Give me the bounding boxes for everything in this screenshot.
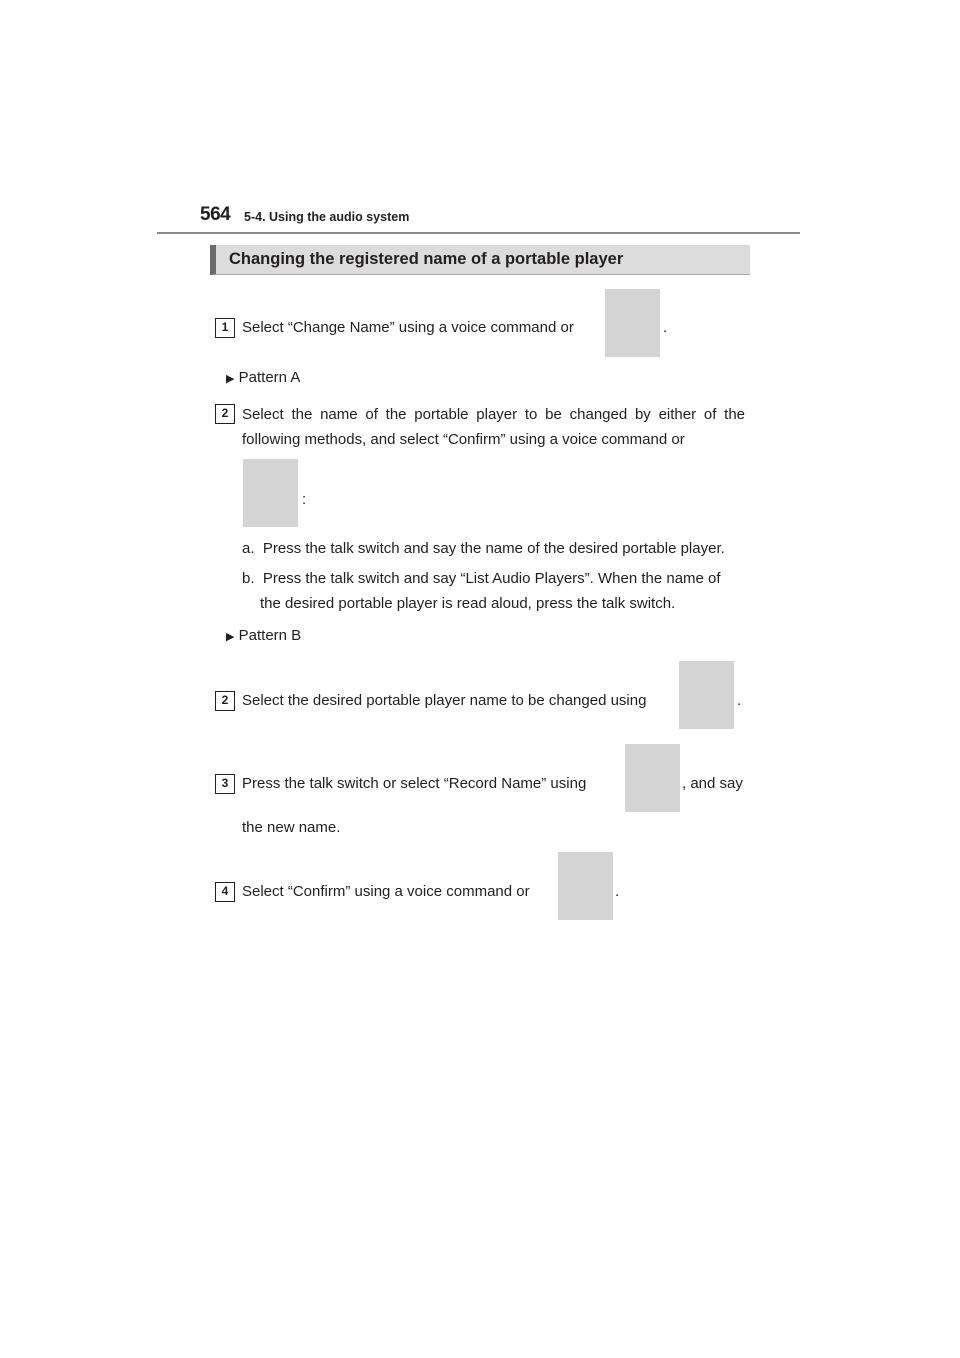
step-1-text: Select “Change Name” using a voice command or xyxy=(242,319,574,336)
step-3-text-after: , and say xyxy=(682,775,743,792)
section-label: 5-4. Using the audio system xyxy=(244,210,410,224)
method-a-marker: a. xyxy=(242,540,255,557)
method-a-text: Press the talk switch and say the name of the desired portable player. xyxy=(262,540,725,557)
step-badge-4: 4 xyxy=(215,882,235,902)
triangle-arrow-icon: ▶ xyxy=(226,373,235,385)
step-badge-3: 3 xyxy=(215,774,235,794)
step-3-text: Press the talk switch or select “Record Name” using xyxy=(242,775,587,792)
page-number: 564 xyxy=(200,204,231,225)
step-badge-2b: 2 xyxy=(215,691,235,711)
step-3-text-line2: the new name. xyxy=(242,819,341,836)
section-title-bar xyxy=(210,245,750,275)
method-b xyxy=(242,567,721,591)
step-2a-colon: : xyxy=(302,491,307,508)
step-2b-period: . xyxy=(737,692,742,709)
method-b-text-continued: the desired portable player is read aloud, press the talk switch. xyxy=(260,595,676,612)
method-b-marker: b. xyxy=(242,570,255,587)
pattern-b-label: Pattern B xyxy=(238,627,302,644)
step-2b-image xyxy=(679,661,734,729)
method-a xyxy=(242,537,725,561)
triangle-arrow-icon: ▶ xyxy=(226,631,235,643)
step-2b-text: Select the desired portable player name to be changed using xyxy=(242,692,647,709)
pattern-b-heading xyxy=(226,624,301,649)
pattern-a-label: Pattern A xyxy=(238,369,301,386)
step-1-period: . xyxy=(663,319,668,336)
step-4-period: . xyxy=(615,883,620,900)
step-2a-image xyxy=(243,459,298,527)
step-3-image xyxy=(625,744,680,812)
step-2a-text: Select the name of the portable player to be changed by either of the following methods, and select “Confirm” using a voice command or xyxy=(242,406,745,448)
step-badge-1: 1 xyxy=(215,318,235,338)
step-1-image xyxy=(605,289,660,357)
step-badge-2a: 2 xyxy=(215,404,235,424)
pattern-a-heading xyxy=(226,366,300,391)
method-b-text: Press the talk switch and say “List Audio Players”. When the name of xyxy=(262,570,721,587)
step-4-image xyxy=(558,852,613,920)
step-4-text: Select “Confirm” using a voice command or xyxy=(242,883,530,900)
header-divider xyxy=(157,232,800,234)
section-title: Changing the registered name of a portable player xyxy=(229,250,624,268)
